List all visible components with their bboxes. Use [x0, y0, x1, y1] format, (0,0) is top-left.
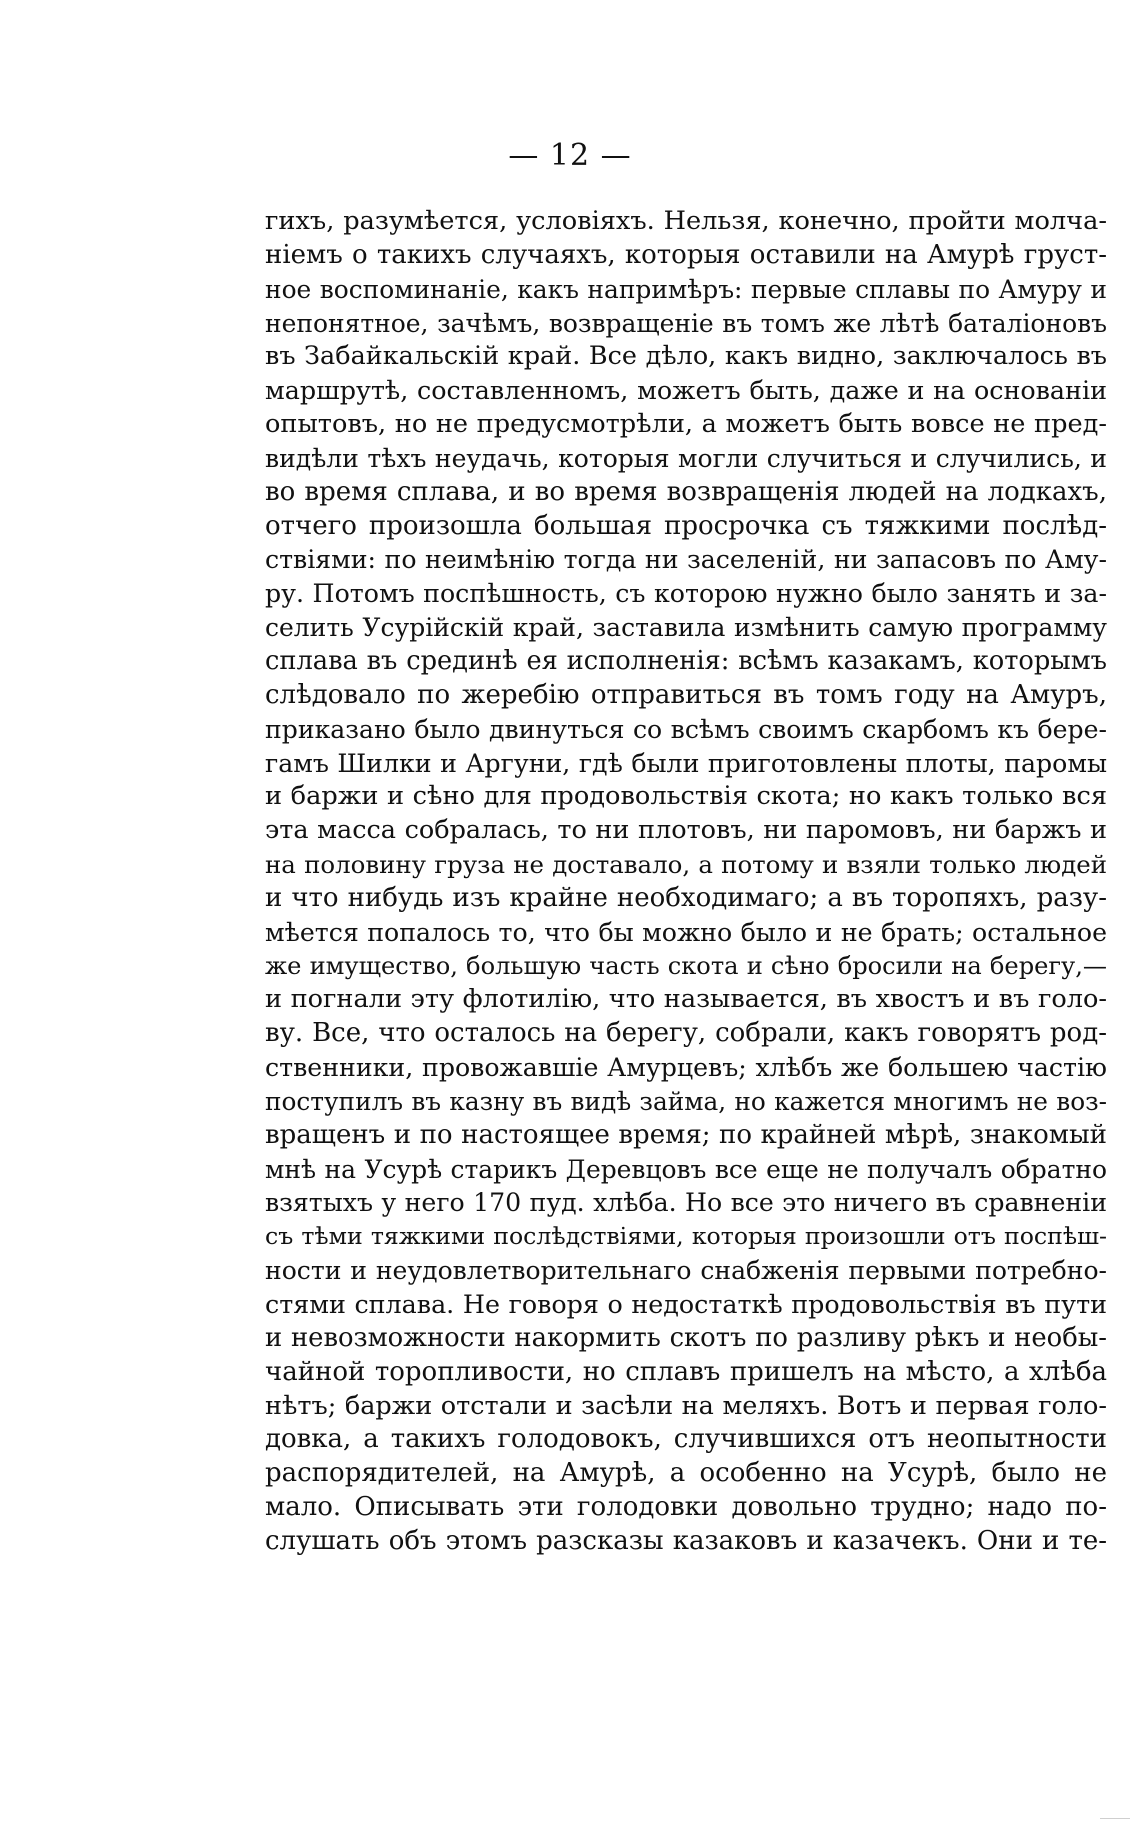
- page-number: — 12 —: [508, 138, 632, 173]
- scan-edge-mark: [1100, 1818, 1130, 1819]
- text-line: эта масса собралась, то ни плотовъ, ни паромовъ, ни баржъ и: [265, 815, 1107, 846]
- text-line: ру. Потомъ поспѣшность, съ которою нужно было занять и за-: [265, 579, 1107, 609]
- text-line: поступилъ въ казну въ видѣ займа, но кажется многимъ не воз-: [265, 1086, 1107, 1116]
- text-line: сплава въ срединѣ ея исполненія: всѣмъ казакамъ, которымъ: [265, 645, 1107, 676]
- text-line: непонятное, зачѣмъ, возвращеніе въ томъ же лѣтѣ баталіоновъ: [265, 308, 1107, 338]
- text-line: ности и неудовлетворительнаго снабженія первыми потребно-: [265, 1256, 1107, 1286]
- text-line: во время сплава, и во время возвращенія людей на лодкахъ,: [265, 476, 1107, 507]
- text-line: съ тѣми тяжкими послѣдствіями, которыя произошли отъ поспѣш-: [265, 1222, 1107, 1251]
- text-line: и погнали эту флотилію, что называется, въ хвостъ и въ голо-: [265, 984, 1107, 1015]
- text-line: ное воспоминаніе, какъ напримѣръ: первые сплавы по Амуру и: [265, 274, 1107, 304]
- text-line: ніемъ о такихъ случаяхъ, которыя оставили на Амурѣ груст-: [265, 239, 1107, 270]
- text-line: на половину груза не доставало, а потому и взяли только людей: [265, 850, 1107, 880]
- text-line: и невозможности накормить скотъ по разливу рѣкъ и необы-: [265, 1322, 1107, 1353]
- text-line: видѣли тѣхъ неудачь, которыя могли случиться и случились, и: [265, 443, 1107, 473]
- text-line: гихъ, разумѣется, условіяхъ. Нельзя, конечно, пройти молча-: [265, 206, 1107, 236]
- text-line: приказано было двинуться со всѣмъ своимъ скарбомъ къ бере-: [265, 714, 1107, 744]
- text-line: мало. Описывать эти голодовки довольно трудно; надо по-: [265, 1492, 1107, 1523]
- body-text: [265, 205, 1107, 1559]
- text-line: опытовъ, но не предусмотрѣли, а можетъ быть вовсе не пред-: [265, 409, 1107, 440]
- text-line: мнѣ на Усурѣ старикъ Деревцовъ все еще не получалъ обратно: [265, 1154, 1107, 1184]
- text-line: мѣется попалось то, что бы можно было и не брать; остальное: [265, 917, 1107, 947]
- text-line: слѣдовало по жеребію отправиться въ томъ году на Амуръ,: [265, 679, 1107, 710]
- text-line: распорядителей, на Амурѣ, а особенно на Усурѣ, было не: [265, 1458, 1107, 1489]
- text-line: вращенъ и по настоящее время; по крайней мѣрѣ, знакомый: [265, 1119, 1107, 1150]
- text-line: довка, а такихъ голодовокъ, случившихся отъ неопытности: [265, 1424, 1107, 1455]
- text-line: и баржи и сѣно для продовольствія скота; но какъ только вся: [265, 781, 1107, 812]
- text-line: ствіями: по неимѣнію тогда ни заселеній, ни запасовъ по Аму-: [265, 545, 1107, 575]
- text-line: ственники, провожавшіе Амурцевъ; хлѣбъ же большею частію: [265, 1053, 1107, 1083]
- text-line: взятыхъ у него 170 пуд. хлѣба. Но все это ничего въ сравненіи: [265, 1188, 1107, 1218]
- text-line: чайной торопливости, но сплавъ пришелъ на мѣсто, а хлѣба: [265, 1356, 1107, 1387]
- text-line: стями сплава. Не говоря о недостаткѣ продовольствія въ пути: [265, 1289, 1107, 1319]
- text-line: слушать объ этомъ разсказы казаковъ и казачекъ. Они и те-: [265, 1525, 1107, 1556]
- text-line: ву. Все, что осталось на берегу, собрали, какъ говорятъ род-: [265, 1018, 1107, 1049]
- text-line: же имущество, большую часть скота и сѣно бросили на берегу,—: [265, 951, 1107, 980]
- text-line: нѣтъ; баржи отстали и засѣли на меляхъ. Вотъ и первая голо-: [265, 1390, 1107, 1421]
- text-line: отчего произошла большая просрочка съ тяжкими послѣд-: [265, 510, 1107, 541]
- text-line: въ Забайкальскій край. Все дѣло, какъ видно, заключалось въ: [265, 341, 1107, 372]
- text-line: гамъ Шилки и Аргуни, гдѣ были приготовлены плоты, паромы: [265, 748, 1107, 778]
- text-line: маршрутѣ, составленномъ, можетъ быть, даже и на основаніи: [265, 375, 1107, 406]
- text-line: и что нибудь изъ крайне необходимаго; а въ торопяхъ, разу-: [265, 882, 1107, 913]
- text-line: селить Усурійскій край, заставила измѣнить самую программу: [265, 613, 1107, 643]
